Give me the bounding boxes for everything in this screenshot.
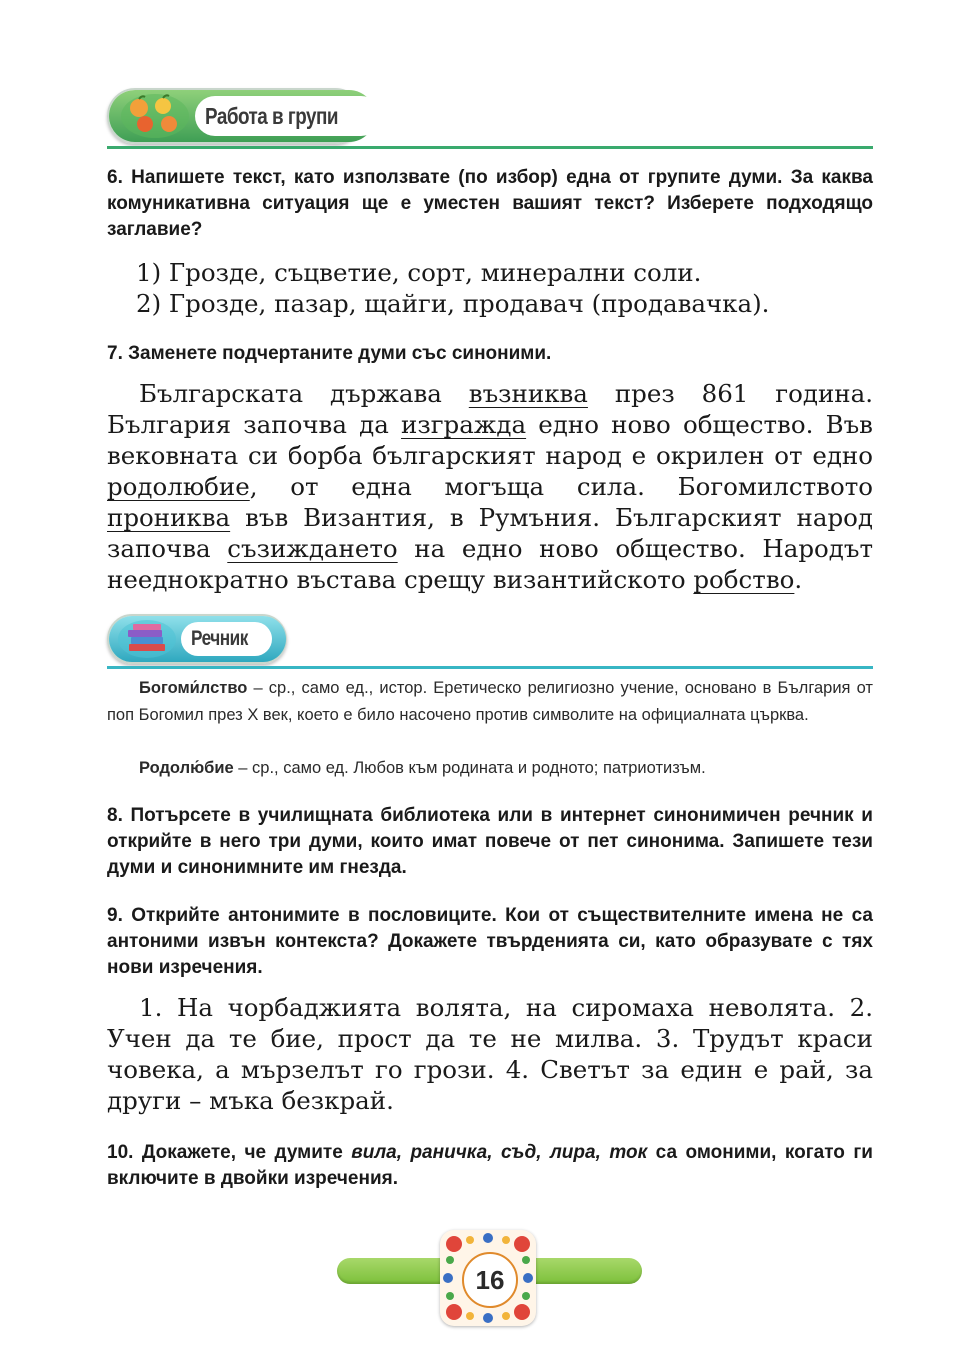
text-run: Българската държава xyxy=(139,379,469,408)
glossary-entry-2 xyxy=(107,755,873,782)
underlined-word: робство xyxy=(693,565,795,594)
task-9: 9. Открийте антонимите в пословиците. Кои от съществителните имена не са антоними извън контекста? Докажете твърденията си, като образувате с тях нови изречения. xyxy=(107,905,873,978)
underlined-word: изгражда xyxy=(401,410,527,439)
section-badge-group-work xyxy=(107,88,363,144)
task-9-paragraph: 1. На чорбаджията волята, на сиромаха неволята. 2. Учен да те бие, прост да те не милва. 3. Трудът краси човека, а мързелът го грози. 4. Светът за един е рай, за други – мъка безкрай. xyxy=(107,993,873,1115)
underlined-word: родолюбие xyxy=(107,472,250,501)
books-icon xyxy=(115,618,179,660)
badge-label-bg xyxy=(195,96,381,136)
task-7-paragraph xyxy=(107,378,873,595)
badge-inner xyxy=(109,90,375,142)
glossary-definition: – ср., само ед. Любов към родината и родното; патриотизъм. xyxy=(233,759,706,777)
text-run: на едно ново общество. Народът нееднократно въстава срещу византийското xyxy=(107,534,874,594)
text-run: едно ново общество. Във вековната си борба българският народ е окрилен от едно xyxy=(107,410,873,470)
text-run: във Византия, в Румъния. Българският народ започва xyxy=(107,503,873,563)
underlined-word: прониква xyxy=(107,503,231,532)
homonym-words: вила, раничка, съд, лира, ток xyxy=(351,1142,648,1163)
task-8: 8. Потърсете в училищната библиотека или в интернет синонимичен речник и открийте в него три думи, които имат повече от пет синонима. Запишете тези думи и синонимните им гнезда. xyxy=(107,805,873,878)
underlined-word: възниква xyxy=(468,379,588,408)
section-title: Речник xyxy=(191,627,248,650)
text-run: . xyxy=(794,565,803,594)
task-6-item-1: 1) Грозде, съцветие, сорт, минерални соли. xyxy=(136,258,702,287)
text-run: са омоними, когато ги включите в двойки изречения. xyxy=(107,1142,873,1189)
section-badge-dictionary xyxy=(107,614,287,664)
page-number: 16 xyxy=(462,1252,518,1308)
text-run: през 861 година. България започва да xyxy=(107,379,873,439)
section-rule-green xyxy=(107,146,873,149)
apples-icon xyxy=(115,92,191,140)
task-10 xyxy=(107,1140,873,1192)
badge-inner xyxy=(109,616,286,662)
glossary-term: Родолю́бие xyxy=(139,759,234,777)
glossary-definition: – ср., само ед., истор. Еретическо религиозно учение, основано в България от поп Богомил през X век, което е било насочено против символите на официалната църква. xyxy=(107,679,873,724)
text-run: 10. Докажете, че думите xyxy=(107,1142,352,1163)
glossary-term: Богоми́лство xyxy=(139,679,248,697)
text-run: , от една могъща сила. Богомилството xyxy=(249,472,873,501)
underlined-word: съзиждането xyxy=(227,534,398,563)
badge-label-bg xyxy=(181,622,272,656)
task-7: 7. Заменете подчертаните думи със синоними. xyxy=(107,343,552,364)
section-rule-teal xyxy=(107,666,873,669)
glossary-entry-1 xyxy=(107,675,873,729)
task-6-item-2: 2) Грозде, пазар, щайги, продавач (продавачка). xyxy=(136,289,770,318)
section-title: Работа в групи xyxy=(205,102,339,129)
task-6: 6. Напишете текст, като използвате (по избор) една от групите думи. За каква комуникативна ситуация ще е уместен вашият текст? Изберете подходящо заглавие? xyxy=(107,167,873,240)
page-number-tile xyxy=(440,1230,536,1326)
